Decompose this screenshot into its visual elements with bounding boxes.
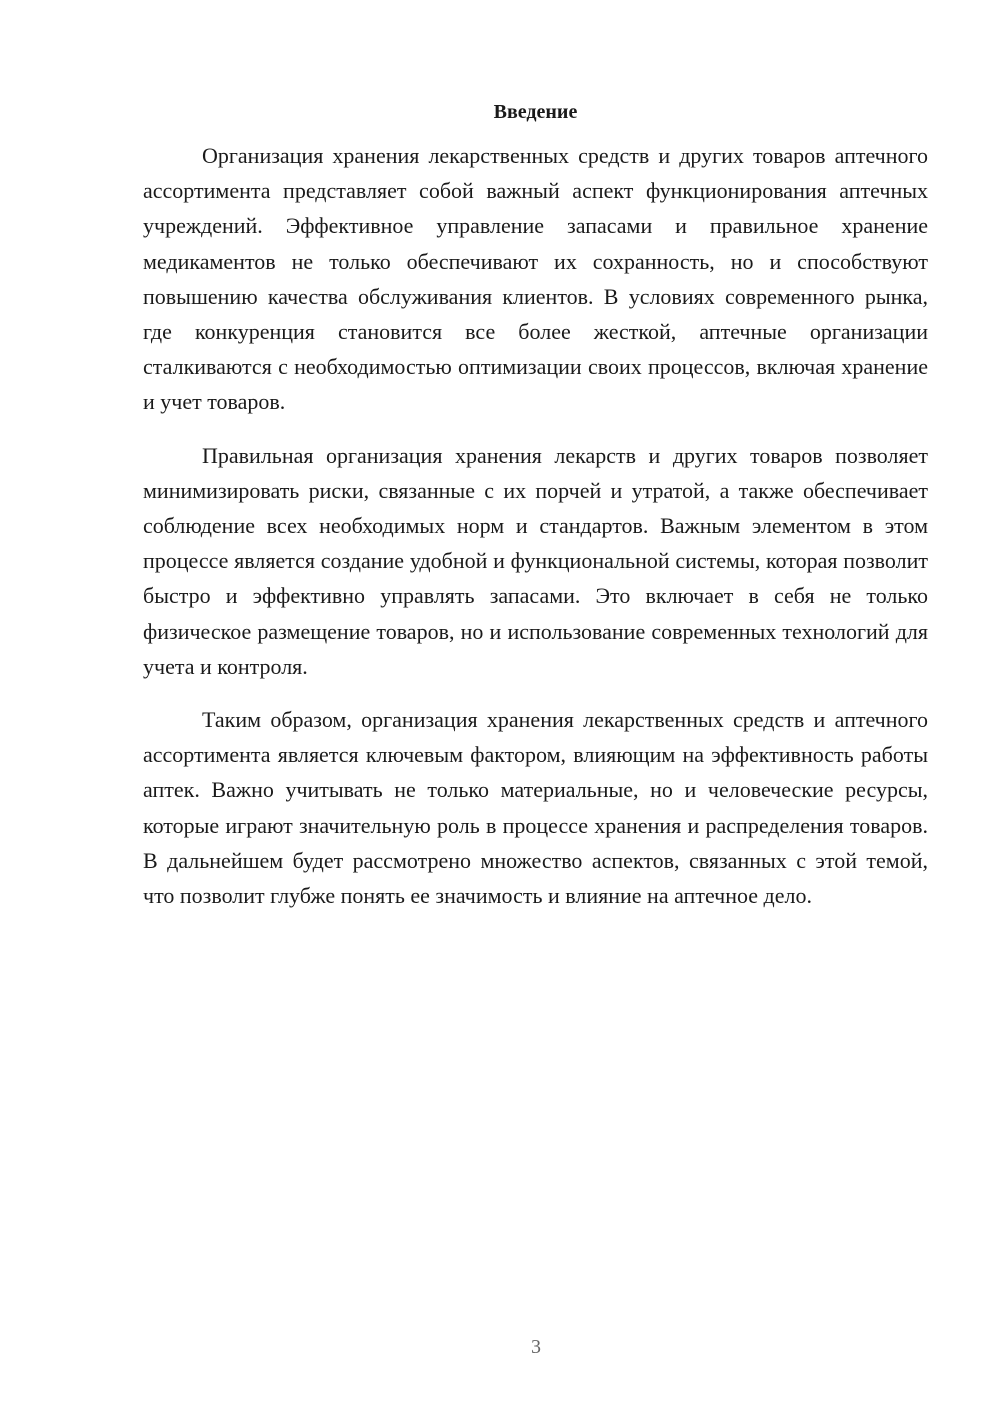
section-heading: Введение (493, 101, 578, 123)
paragraph-1: Организация хранения лекарственных средств и других товаров аптечного ассортимента представляет собой важный аспект функционирования аптечных учреждений. Эффективное управление запасами и правильное хранение медикаментов не только обеспечивают их сохранность, но и способствуют повышению качества обслуживания клиентов. В условиях современного рынка, где конкуренция становится все более жесткой, аптечные организации сталкиваются с необходимостью оптимизации своих процессов, включая хранение и учет товаров. (143, 143, 928, 415)
paragraph-3: Таким образом, организация хранения лекарственных средств и аптечного ассортимента является ключевым фактором, влияющим на эффективность работы аптек. Важно учитывать не только материальные, но и человеческие ресурсы, которые играют значительную роль в процессе хранения и распределения товаров. В дальнейшем будет рассмотрено множество аспектов, связанных с этой темой, что позволит глубже понять ее значимость и влияние на аптечное дело. (143, 707, 928, 909)
page-number: 3 (531, 1336, 541, 1358)
paragraph-2: Правильная организация хранения лекарств и других товаров позволяет минимизировать риски, связанные с их порчей и утратой, а также обеспечивает соблюдение всех необходимых норм и стандартов. Важным элементом в этом процессе является создание удобной и функциональной системы, которая позволит быстро и эффективно управлять запасами. Это включает в себя не только физическое размещение товаров, но и использование современных технологий для учета и контроля. (143, 442, 928, 679)
page-content (143, 98, 928, 931)
